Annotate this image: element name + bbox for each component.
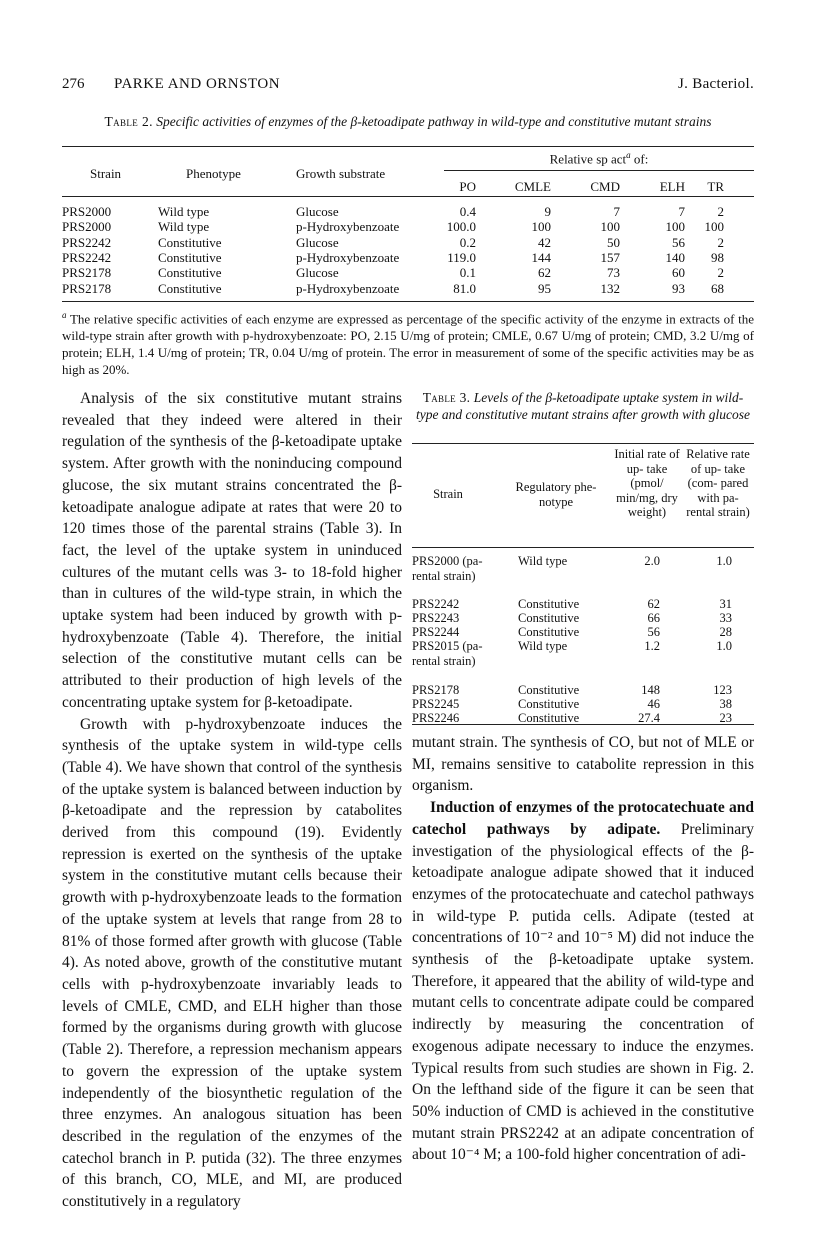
table3-cell-strain: PRS2015 (pa- rental strain) (412, 639, 483, 668)
section-heading: Induction of enzymes of the protocatechuate and catechol pathways by adipate. (412, 799, 754, 838)
table2-cell-tr: 100 (704, 219, 724, 235)
table2-header-strain: Strain (90, 166, 122, 181)
table3-header-rule (412, 547, 754, 548)
table2-cell-cmd: 157 (600, 249, 620, 265)
table2-cell-strain: PRS2242 (62, 234, 112, 250)
table2-cell-phenotype: Constitutive (158, 249, 222, 265)
table3-cell-phenotype: Constitutive (518, 683, 580, 697)
running-header (62, 76, 754, 100)
table3-cell-strain: PRS2178 (412, 683, 460, 697)
table3-top-rule (412, 443, 754, 444)
table3-cell-relative: 1.0 (716, 639, 732, 653)
table3-label: Table 3. (422, 390, 471, 405)
table2-cell-strain: PRS2242 (62, 249, 112, 265)
table2-cell-cmd: 50 (607, 234, 620, 250)
table3-cell-strain: PRS2244 (412, 625, 460, 639)
table3-header-phenotype: Regulatory phe- notype (515, 480, 597, 509)
table3-cell-phenotype: Constitutive (518, 611, 580, 625)
table2-cell-cmd: 100 (600, 219, 620, 235)
table2-cell-substrate: p-Hydroxybenzoate (296, 280, 400, 296)
table2-footnote-mark: a (62, 310, 67, 320)
table3-caption (412, 390, 754, 423)
table3-cell-initial: 66 (647, 611, 660, 625)
table2-cell-cmle: 100 (531, 219, 551, 235)
table2-cell-po: 119.0 (447, 249, 476, 265)
table3-cell-initial: 2.0 (644, 554, 660, 568)
table3-cell-phenotype: Constitutive (518, 697, 580, 711)
table2-cell-po: 0.4 (459, 204, 476, 219)
table2-group-mark: a (626, 150, 631, 160)
table3-cell-initial: 62 (647, 597, 660, 611)
table3-cell-strain: PRS2242 (412, 597, 460, 611)
table3-cell-initial: 1.2 (644, 639, 660, 653)
table2-cell-tr: 68 (711, 280, 724, 296)
table2-footnote (62, 307, 754, 378)
table2-cell-phenotype: Constitutive (158, 280, 222, 296)
table2-cell-elh: 56 (672, 234, 685, 250)
page-number: 276 (62, 76, 85, 92)
table3-header-initial: Initial rate of up- take (pmol/ min/mg, dry weight) (614, 447, 680, 519)
table3-header-relative: Relative rate of up- take (com- pared with pa- rental strain) (686, 447, 750, 519)
table2-group-rule (444, 170, 754, 171)
table2-header-rule (62, 196, 754, 197)
table2-footnote-text: The relative specific activities of each enzyme are expressed as percentage of the specific activity of the enzyme in extracts of the wild-type strain after growth with p-hydroxybenzoate: PO, 2.15 U/mg of protein; CMLE, 0.67 U/mg of protein; CMD, 3.2 U/mg of protein; ELH, 1.4 U/mg of protein; TR, 0.04 U/mg of protein. The error in measurement of some of the specific activities may be as high as 20%. (62, 311, 755, 378)
table3-cell-phenotype: Constitutive (518, 625, 580, 639)
table2-group-label: Relative sp act (549, 151, 627, 167)
table3-cell-phenotype: Constitutive (518, 711, 580, 725)
table3-cell-initial: 27.4 (638, 711, 660, 725)
table2-cell-po: 81.0 (453, 280, 476, 296)
table2-cell-elh: 140 (665, 249, 685, 265)
table3-cell-phenotype: Wild type (518, 639, 568, 653)
table3-title: Levels of the β-ketoadipate uptake system in wild-type and constitutive mutant strains after growth with glucose (416, 390, 750, 422)
table2-cell-tr: 2 (717, 204, 724, 219)
table2-caption (62, 114, 754, 130)
table3-cell-strain: PRS2243 (412, 611, 460, 625)
table2-cell-elh: 93 (672, 280, 685, 296)
table2-cell-strain: PRS2178 (62, 265, 112, 281)
table3 (412, 443, 754, 725)
table2-header-tr: TR (707, 179, 724, 194)
table3-cell-relative: 28 (719, 625, 732, 639)
table2-cell-po: 0.2 (459, 234, 476, 250)
table2-cell-phenotype: Wild type (158, 219, 210, 235)
table2-cell-po: 100.0 (446, 219, 476, 235)
table3-cell-relative: 33 (719, 611, 732, 625)
table2-header-substrate: Growth substrate (296, 166, 386, 181)
table2-cell-elh: 7 (678, 204, 685, 219)
table2-header-cmd: CMD (590, 179, 620, 194)
table2-cell-substrate: Glucose (296, 265, 339, 281)
paragraph-continued: mutant strain. The synthesis of CO, but not of MLE or MI, remains sensitive to catabolite repression in this organism. (412, 734, 754, 795)
paragraph-1: Analysis of the six constitutive mutant strains revealed that they indeed were altered in their regulation of the synthesis of the β-ketoadipate uptake system. After growth with the noninducing compound glucose, the six mutant strains concentrated the β-ketoadipate analogue adipate at rates that were 20 to 120 times those of the parental strains (Table 3). In fact, the level of the uptake system in uninduced cultures of the mutant cells was 3- to 18-fold higher than in cultures of the wild-type strain, in which the uptake system had been induced by growth with p-hydroxybenzoate (Table 4). Therefore, the initial selection of the constitutive mutant cells can be attributed to their production of high levels of the concentrating uptake system for β-ketoadipate. (62, 390, 402, 711)
table2-cell-cmle: 42 (538, 234, 551, 250)
table2-cell-cmd: 7 (613, 204, 620, 219)
table2-top-rule (62, 146, 754, 147)
table2-cell-cmle: 95 (538, 280, 551, 296)
table2-cell-phenotype: Wild type (158, 204, 210, 219)
table2-cell-strain: PRS2178 (62, 280, 112, 296)
table2-cell-cmle: 62 (538, 265, 551, 281)
table2-header-group (444, 150, 754, 167)
table2-cell-elh: 100 (665, 219, 685, 235)
table2-group-suffix: of: (630, 151, 649, 167)
table3-cell-relative: 23 (719, 711, 732, 725)
table2-cell-cmle: 144 (531, 249, 551, 265)
table2-cell-phenotype: Constitutive (158, 234, 222, 250)
table3-cell-strain: PRS2245 (412, 697, 460, 711)
right-column (412, 732, 754, 1166)
table2-cell-strain: PRS2000 (62, 204, 112, 219)
table3-header-strain: Strain (433, 487, 463, 501)
table3-cell-phenotype: Constitutive (518, 597, 580, 611)
table3-cell-strain: PRS2246 (412, 711, 460, 725)
table3-cell-relative: 38 (719, 697, 732, 711)
table3-cell-relative: 31 (719, 597, 732, 611)
table3-bottom-rule (412, 724, 754, 725)
table3-cell-initial: 148 (641, 683, 660, 697)
table3-cell-relative: 1.0 (716, 554, 732, 568)
table2-cell-substrate: Glucose (296, 234, 339, 250)
table2-cell-tr: 2 (717, 265, 724, 281)
running-authors: PARKE AND ORNSTON (114, 76, 281, 92)
section-text: Preliminary investigation of the physiological effects of the β-ketoadipate analogue adipate showed that it induced enzymes of the protocatechuate and catechol pathways in wild-type P. putida cells. Adipate (tested at concentrations of 10⁻² and 10⁻⁵ M) did not induce the synthesis of the β-ketoadipate uptake system. Therefore, it appeared that the ability of wild-type and mutant cells to concentrate adipate could be compared indirectly by measuring the concentration of exogenous adipate necessary to induce the enzymes. Typical results from such studies are shown in Fig. 2. On the lefthand side of the figure it can be seen that 50% induction of CMD is achieved in the constitutive mutant strain PRS2242 at an adipate concentration of about 10⁻⁴ M; a 100-fold higher concentration of adi- (412, 820, 754, 1164)
table2-title: Specific activities of enzymes of the β-ketoadipate pathway in wild-type and constitutive mutant strains (156, 114, 712, 129)
table3-cell-phenotype: Wild type (518, 554, 568, 568)
table2-header-phenotype: Phenotype (186, 166, 241, 181)
table2-header-cmle: CMLE (514, 179, 551, 194)
table3-cell-relative: 123 (713, 683, 732, 697)
table3-cell-strain: PRS2000 (pa- rental strain) (412, 554, 483, 583)
table2-cell-tr: 98 (711, 249, 724, 265)
table2-cell-tr: 2 (717, 234, 724, 250)
table2-cell-cmd: 132 (600, 280, 620, 296)
table2-header-po: PO (459, 179, 476, 194)
table3-cell-initial: 56 (647, 625, 660, 639)
table2-label: Table 2. (104, 114, 153, 129)
table2-cell-po: 0.1 (459, 265, 476, 281)
table2-header-elh: ELH (659, 179, 685, 194)
table2-cell-strain: PRS2000 (62, 219, 112, 235)
table2 (62, 146, 754, 306)
left-column (62, 388, 402, 1213)
journal-name: J. Bacteriol. (678, 76, 754, 92)
paragraph-2: Growth with p-hydroxybenzoate induces the synthesis of the uptake system in wild-type cells (Table 4). We have shown that control of the synthesis of the uptake system is balanced between induction by β-ketoadipate and the repression by catabolites derived from this compound (19). Evidently repression is exerted on the synthesis of the uptake system in the constitutive mutant cells because their growth with p-hydroxybenzoate leads to the formation of the uptake system at levels that range from 28 to 81% of those formed after growth with glucose (Table 4). As noted above, growth of the constitutive mutant cells with p-hydroxybenzoate invariably leads to levels of CMLE, CMD, and ELH higher than those formed by the organisms during growth with glucose (Table 2). Therefore, a repression mechanism appears to govern the expression of the uptake system independently of the biosynthetic regulation of the three enzymes. An analogous situation has been described in the regulation of the enzymes of the catechol branch in P. putida (32). The three enzymes of this branch, CO, MLE, and MI, are produced constitutively in a regulatory (62, 715, 402, 1211)
table2-cell-substrate: Glucose (296, 204, 339, 219)
section-paragraph (412, 797, 754, 1166)
table3-cell-initial: 46 (647, 697, 660, 711)
table2-cell-substrate: p-Hydroxybenzoate (296, 219, 400, 235)
table2-cell-phenotype: Constitutive (158, 265, 222, 281)
table2-cell-elh: 60 (672, 265, 685, 281)
table2-cell-cmd: 73 (607, 265, 620, 281)
table2-cell-substrate: p-Hydroxybenzoate (296, 249, 400, 265)
table2-cell-cmle: 9 (544, 204, 551, 219)
table2-bottom-rule (62, 301, 754, 302)
